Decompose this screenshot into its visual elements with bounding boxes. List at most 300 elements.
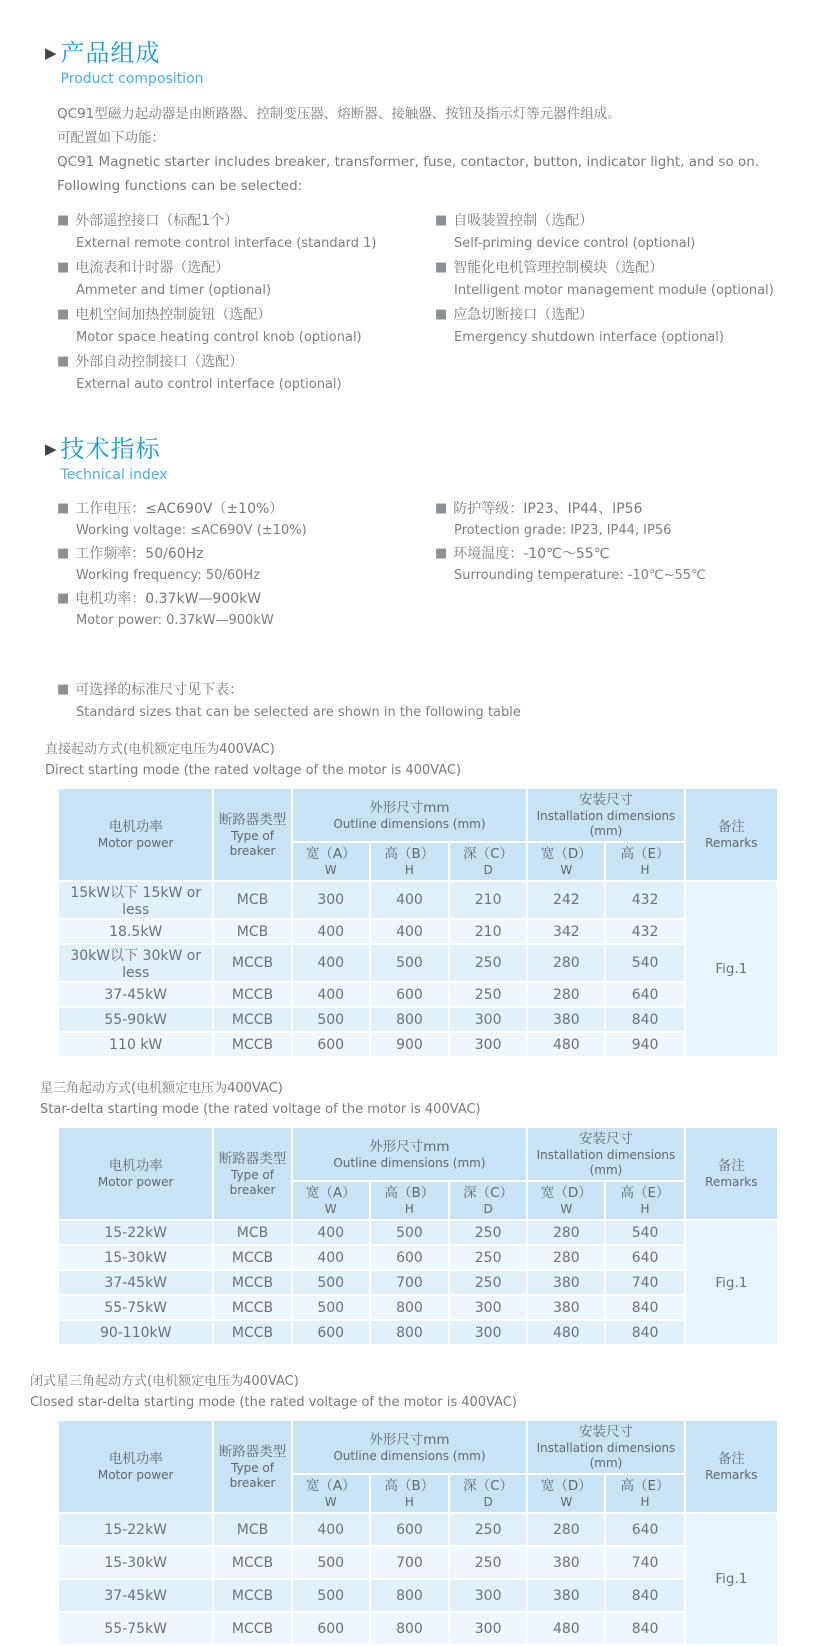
cell-height-b: 900 — [371, 1033, 448, 1056]
bullet-square-icon: ■ — [435, 260, 448, 275]
header-text-en: Installation dimensions (mm) — [536, 1441, 676, 1470]
cell-height-e: 840 — [606, 1321, 683, 1344]
header-text-en: W — [324, 1202, 337, 1216]
cell-width-a: 400 — [293, 945, 369, 981]
header-text-cn: 高（E） — [620, 1185, 670, 1201]
feature-cn-line — [57, 210, 435, 232]
header-text-cn: 高（B） — [384, 846, 435, 862]
spec-cn: 工作电压：≤AC690V（±10%） — [75, 501, 284, 517]
cell-width-d: 280 — [528, 1221, 604, 1244]
header-text-en: Type of breaker — [229, 828, 276, 858]
table-row — [59, 1246, 777, 1269]
cell-motor-power: 110 kW — [59, 1033, 212, 1056]
header-text-en: Outline dimensions (mm) — [333, 816, 486, 831]
header-text-cn: 深（C） — [463, 1478, 514, 1494]
bullet-square-icon: ■ — [435, 546, 448, 561]
header-text-cn: 安装尺寸 — [578, 1131, 633, 1147]
cell-motor-power: 55-75kW — [59, 1613, 212, 1644]
col-header-depth-c — [450, 843, 526, 880]
table-head — [59, 789, 777, 880]
cell-motor-power: 30kW以下 30kW or less — [59, 945, 212, 981]
header-text-en: D — [483, 1202, 493, 1216]
cell-width-a: 600 — [293, 1033, 369, 1056]
spec-column-right — [435, 498, 775, 633]
cell-width-d: 380 — [528, 1580, 604, 1611]
cell-depth-c: 250 — [450, 945, 526, 981]
header-text-en: W — [324, 1495, 337, 1509]
cell-width-a: 500 — [293, 1271, 369, 1294]
cell-height-e: 432 — [606, 920, 683, 943]
col-header-width-a — [293, 1182, 369, 1219]
table-body — [59, 1221, 777, 1344]
feature-cn: 外部自动控制接口（选配） — [75, 354, 244, 370]
cell-width-d: 480 — [528, 1321, 604, 1344]
header-text-en: W — [324, 863, 337, 877]
col-group-outline-dimensions — [293, 1128, 527, 1180]
cell-width-d: 242 — [528, 882, 604, 918]
feature-cn-line — [57, 351, 435, 373]
header-text-en: H — [404, 1495, 414, 1509]
feature-cn-line — [435, 304, 775, 326]
cell-breaker-type: MCB — [214, 920, 290, 943]
header-text-cn: 宽（D） — [540, 1185, 592, 1201]
header-text-cn: 断路器类型 — [218, 1443, 287, 1460]
cell-depth-c: 210 — [450, 882, 526, 918]
spec-cn: 防护等级：IP23、IP44、IP56 — [453, 501, 643, 517]
header-text-en: H — [640, 1495, 650, 1509]
cell-motor-power: 90-110kW — [59, 1321, 212, 1344]
cell-breaker-type: MCCB — [214, 1008, 290, 1031]
cell-width-a: 500 — [293, 1008, 369, 1031]
header-text-cn: 断路器类型 — [218, 1150, 287, 1167]
feature-item — [435, 210, 775, 255]
col-header-remarks — [686, 1421, 777, 1512]
col-group-installation-dimensions — [528, 1421, 683, 1473]
cell-width-a: 500 — [293, 1547, 369, 1578]
feature-en: External auto control interface (optional) — [76, 377, 342, 392]
section-title-cn: 产品组成 — [60, 39, 161, 67]
table-row — [59, 1008, 777, 1031]
cell-breaker-type: MCB — [214, 1221, 290, 1244]
cell-width-d: 380 — [528, 1271, 604, 1294]
header-text-en: Installation dimensions (mm) — [536, 809, 676, 838]
cell-depth-c: 250 — [450, 983, 526, 1006]
cell-breaker-type: MCCB — [214, 1033, 290, 1056]
header-text-en: Outline dimensions (mm) — [333, 1448, 486, 1463]
spec-item — [435, 498, 775, 541]
cell-width-d: 280 — [528, 945, 604, 981]
feature-cn: 应急切断接口（选配） — [453, 307, 594, 323]
table-row — [59, 1613, 777, 1644]
cell-height-b: 500 — [371, 1221, 448, 1244]
cell-breaker-type: MCCB — [214, 1547, 290, 1578]
feature-en: Ammeter and timer (optional) — [76, 283, 272, 298]
col-group-outline-dimensions — [293, 1421, 527, 1473]
cell-width-d: 280 — [528, 1246, 604, 1269]
spec-cn-line — [57, 543, 435, 565]
table-row — [59, 983, 777, 1006]
header-text-cn: 安装尺寸 — [578, 792, 633, 808]
bullet-square-icon: ■ — [57, 591, 70, 606]
intro-line-cn-1: QC91型磁力起动器是由断路器、控制变压器、熔断器、接触器、按钮及指示灯等元器件组成。 — [57, 106, 621, 122]
cell-remarks: Fig.1 — [686, 882, 777, 1056]
cell-width-d: 480 — [528, 1613, 604, 1644]
header-text-cn: 深（C） — [463, 846, 514, 862]
feature-item — [57, 304, 435, 349]
bullet-square-icon: ■ — [57, 260, 70, 275]
header-text-en: Remarks — [705, 1468, 758, 1482]
cell-depth-c: 300 — [450, 1321, 526, 1344]
cell-height-e: 840 — [606, 1008, 683, 1031]
caption-cn: 星三角起动方式(电机额定电压为400VAC) — [40, 1081, 283, 1096]
header-text-en: Motor power — [97, 1175, 174, 1189]
col-group-installation-dimensions — [528, 789, 683, 841]
col-group-outline-dimensions — [293, 789, 527, 841]
header-text-cn: 备注 — [717, 1158, 745, 1174]
header-text-cn: 高（B） — [384, 1478, 435, 1494]
intro-line-cn-2: 可配置如下功能： — [57, 130, 165, 146]
cell-height-b: 800 — [371, 1580, 448, 1611]
section-marker-icon: ▶ — [45, 440, 57, 458]
section-technical-titles — [61, 436, 168, 485]
spec-cn: 环境温度：-10℃～55℃ — [453, 546, 610, 562]
cell-motor-power: 15-30kW — [59, 1547, 212, 1578]
spec-list — [57, 498, 775, 633]
bullet-square-icon: ■ — [57, 682, 70, 697]
caption-cn: 闭式星三角起动方式(电机额定电压为400VAC) — [30, 1374, 299, 1389]
cell-width-a: 400 — [293, 1514, 369, 1545]
header-text-cn: 电机功率 — [108, 1451, 163, 1467]
cell-width-a: 500 — [293, 1296, 369, 1319]
feature-cn-line — [435, 210, 775, 232]
cell-motor-power: 15-22kW — [59, 1514, 212, 1545]
col-header-depth-c — [450, 1475, 526, 1512]
header-text-cn: 宽（A） — [305, 1185, 356, 1201]
cell-depth-c: 300 — [450, 1580, 526, 1611]
table-body — [59, 882, 777, 1056]
spec-cn: 电机功率：0.37kW—900kW — [75, 591, 262, 607]
cell-depth-c: 250 — [450, 1271, 526, 1294]
section-product-header — [45, 40, 775, 89]
table-row — [59, 1221, 777, 1244]
feature-column-left — [57, 210, 435, 398]
header-text-en: Motor power — [97, 1468, 174, 1482]
spec-en: Working voltage: ≤AC690V (±10%) — [76, 523, 307, 538]
cell-breaker-type: MCCB — [214, 1246, 290, 1269]
header-text-cn: 外形尺寸mm — [369, 1138, 450, 1155]
col-header-breaker-type — [214, 789, 290, 880]
header-text-cn: 宽（A） — [305, 846, 356, 862]
header-text-en: H — [404, 1202, 414, 1216]
feature-item — [57, 210, 435, 255]
feature-cn: 电流表和计时器（选配） — [75, 260, 230, 276]
bullet-square-icon: ■ — [57, 354, 70, 369]
feature-en: External remote control interface (standard 1) — [76, 236, 377, 251]
col-header-width-a — [293, 1475, 369, 1512]
cell-width-d: 342 — [528, 920, 604, 943]
table-head — [59, 1128, 777, 1219]
table-row — [59, 945, 777, 981]
cell-width-a: 400 — [293, 983, 369, 1006]
header-text-en: W — [560, 1202, 573, 1216]
spec-en: Motor power: 0.37kW—900kW — [76, 613, 274, 628]
cell-width-d: 280 — [528, 983, 604, 1006]
feature-item — [435, 304, 775, 349]
feature-en: Emergency shutdown interface (optional) — [454, 330, 724, 345]
header-text-cn: 安装尺寸 — [578, 1424, 633, 1440]
cell-width-d: 280 — [528, 1514, 604, 1545]
cell-depth-c: 300 — [450, 1033, 526, 1056]
table-row — [59, 1321, 777, 1344]
cell-width-a: 400 — [293, 1246, 369, 1269]
header-text-en: D — [483, 863, 493, 877]
cell-height-e: 840 — [606, 1580, 683, 1611]
col-header-height-e — [606, 1182, 683, 1219]
header-text-cn: 外形尺寸mm — [369, 1431, 450, 1448]
cell-breaker-type: MCCB — [214, 1613, 290, 1644]
table-direct-starting — [57, 787, 779, 1058]
cell-height-e: 840 — [606, 1613, 683, 1644]
header-text-cn: 备注 — [717, 819, 745, 835]
cell-depth-c: 300 — [450, 1008, 526, 1031]
table-row — [59, 1033, 777, 1056]
cell-height-b: 800 — [371, 1008, 448, 1031]
col-header-motor-power — [59, 1421, 212, 1512]
header-text-en: W — [560, 863, 573, 877]
cell-width-d: 380 — [528, 1547, 604, 1578]
cell-height-e: 640 — [606, 1514, 683, 1545]
col-header-height-e — [606, 1475, 683, 1512]
sizes-note-cn: 可选择的标准尺寸见下表： — [75, 682, 244, 698]
spec-item — [57, 498, 435, 541]
header-text-cn: 深（C） — [463, 1185, 514, 1201]
cell-width-a: 300 — [293, 882, 369, 918]
table-caption-direct — [45, 739, 775, 781]
cell-height-e: 640 — [606, 1246, 683, 1269]
cell-breaker-type: MCCB — [214, 1580, 290, 1611]
col-header-height-e — [606, 843, 683, 880]
cell-motor-power: 55-75kW — [59, 1296, 212, 1319]
spec-column-left — [57, 498, 435, 633]
spec-en: Protection grade: IP23, IP44, IP56 — [454, 523, 672, 538]
cell-breaker-type: MCCB — [214, 983, 290, 1006]
cell-breaker-type: MCCB — [214, 945, 290, 981]
cell-motor-power: 18.5kW — [59, 920, 212, 943]
col-header-width-d — [528, 843, 604, 880]
cell-remarks: Fig.1 — [686, 1221, 777, 1344]
col-header-depth-c — [450, 1182, 526, 1219]
cell-motor-power: 15-30kW — [59, 1246, 212, 1269]
cell-height-e: 432 — [606, 882, 683, 918]
cell-breaker-type: MCCB — [214, 1321, 290, 1344]
cell-height-b: 800 — [371, 1321, 448, 1344]
cell-width-d: 380 — [528, 1008, 604, 1031]
col-header-height-b — [371, 1182, 448, 1219]
feature-column-right — [435, 210, 775, 398]
feature-en: Motor space heating control knob (optional) — [76, 330, 362, 345]
header-text-en: D — [483, 1495, 493, 1509]
header-text-cn: 高（E） — [620, 1478, 670, 1494]
product-intro — [57, 102, 775, 198]
table-closed-star-delta-starting — [57, 1419, 779, 1646]
cell-motor-power: 37-45kW — [59, 983, 212, 1006]
section-marker-icon: ▶ — [45, 44, 57, 62]
feature-item — [57, 257, 435, 302]
header-text-en: Remarks — [705, 1175, 758, 1189]
header-text-en: Outline dimensions (mm) — [333, 1155, 486, 1170]
cell-height-b: 400 — [371, 882, 448, 918]
cell-height-b: 600 — [371, 983, 448, 1006]
intro-line-en-1: QC91 Magnetic starter includes breaker, transformer, fuse, contactor, button, indicator light, and so on. — [57, 154, 760, 170]
intro-line-en-2: Following functions can be selected: — [57, 178, 303, 194]
table-caption-star-delta — [40, 1078, 775, 1120]
header-text-en: W — [560, 1495, 573, 1509]
feature-item — [57, 351, 435, 396]
table-star-delta-starting — [57, 1126, 779, 1346]
cell-motor-power: 55-90kW — [59, 1008, 212, 1031]
table-row — [59, 1271, 777, 1294]
col-header-remarks — [686, 1128, 777, 1219]
section-title-en: Product composition — [60, 71, 204, 87]
bullet-square-icon: ■ — [57, 213, 70, 228]
header-text-cn: 宽（D） — [540, 1478, 592, 1494]
cell-depth-c: 210 — [450, 920, 526, 943]
col-header-height-b — [371, 843, 448, 880]
cell-width-a: 400 — [293, 1221, 369, 1244]
spec-en: Surrounding temperature: -10℃~55℃ — [454, 568, 706, 583]
cell-height-e: 840 — [606, 1296, 683, 1319]
spec-cn-line — [57, 588, 435, 610]
col-header-height-b — [371, 1475, 448, 1512]
col-header-remarks — [686, 789, 777, 880]
section-product-titles — [61, 40, 204, 89]
cell-height-e: 940 — [606, 1033, 683, 1056]
cell-height-b: 700 — [371, 1271, 448, 1294]
cell-motor-power: 37-45kW — [59, 1580, 212, 1611]
spec-item — [57, 588, 435, 631]
header-text-cn: 断路器类型 — [218, 811, 287, 828]
table-row — [59, 1580, 777, 1611]
cell-depth-c: 250 — [450, 1514, 526, 1545]
cell-breaker-type: MCCB — [214, 1271, 290, 1294]
spec-item — [57, 543, 435, 586]
cell-height-b: 800 — [371, 1296, 448, 1319]
feature-item — [435, 257, 775, 302]
col-header-breaker-type — [214, 1421, 290, 1512]
cell-height-b: 500 — [371, 945, 448, 981]
cell-height-b: 700 — [371, 1547, 448, 1578]
table-caption-closed-star-delta — [30, 1371, 775, 1413]
header-text-cn: 外形尺寸mm — [369, 799, 450, 816]
spec-cn-line — [435, 498, 775, 520]
col-header-width-d — [528, 1182, 604, 1219]
section-technical-header — [45, 436, 775, 485]
table-head — [59, 1421, 777, 1512]
cell-breaker-type: MCB — [214, 882, 290, 918]
caption-en: Closed star-delta starting mode (the rated voltage of the motor is 400VAC) — [30, 1395, 517, 1410]
cell-depth-c: 300 — [450, 1613, 526, 1644]
sizes-note — [57, 679, 775, 724]
header-text-en: H — [640, 1202, 650, 1216]
sizes-note-cn-line — [57, 679, 775, 701]
header-text-en: Type of breaker — [229, 1167, 276, 1197]
header-text-en: Installation dimensions (mm) — [536, 1148, 676, 1177]
feature-cn: 电机空间加热控制旋钮（选配） — [75, 307, 272, 323]
bullet-square-icon: ■ — [57, 501, 70, 516]
table-row — [59, 882, 777, 918]
header-text-cn: 电机功率 — [108, 1158, 163, 1174]
spec-cn-line — [57, 498, 435, 520]
cell-height-b: 600 — [371, 1514, 448, 1545]
cell-height-b: 600 — [371, 1246, 448, 1269]
cell-breaker-type: MCB — [214, 1514, 290, 1545]
sizes-note-en: Standard sizes that can be selected are shown in the following table — [76, 705, 521, 720]
col-header-motor-power — [59, 789, 212, 880]
caption-en: Direct starting mode (the rated voltage of the motor is 400VAC) — [45, 763, 462, 778]
header-text-en: H — [404, 863, 414, 877]
cell-width-a: 600 — [293, 1613, 369, 1644]
header-text-cn: 宽（A） — [305, 1478, 356, 1494]
cell-height-e: 640 — [606, 983, 683, 1006]
header-text-en: Motor power — [97, 836, 174, 850]
feature-list — [57, 210, 775, 398]
cell-depth-c: 250 — [450, 1547, 526, 1578]
feature-cn-line — [57, 304, 435, 326]
cell-motor-power: 15-22kW — [59, 1221, 212, 1244]
section-title-en: Technical index — [60, 467, 168, 483]
cell-depth-c: 250 — [450, 1246, 526, 1269]
cell-width-d: 480 — [528, 1033, 604, 1056]
table-row — [59, 1514, 777, 1545]
table-row — [59, 920, 777, 943]
header-text-en: H — [640, 863, 650, 877]
bullet-square-icon: ■ — [435, 501, 448, 516]
cell-width-d: 380 — [528, 1296, 604, 1319]
section-title-cn: 技术指标 — [60, 435, 161, 463]
cell-width-a: 600 — [293, 1321, 369, 1344]
col-header-breaker-type — [214, 1128, 290, 1219]
table-row — [59, 1547, 777, 1578]
cell-depth-c: 300 — [450, 1296, 526, 1319]
cell-height-e: 740 — [606, 1271, 683, 1294]
header-text-cn: 电机功率 — [108, 819, 163, 835]
col-header-width-a — [293, 843, 369, 880]
cell-height-b: 800 — [371, 1613, 448, 1644]
feature-en: Intelligent motor management module (optional) — [454, 283, 774, 298]
header-text-cn: 高（E） — [620, 846, 670, 862]
header-text-en: Type of breaker — [229, 1460, 276, 1490]
cell-height-e: 540 — [606, 945, 683, 981]
feature-cn-line — [435, 257, 775, 279]
cell-depth-c: 250 — [450, 1221, 526, 1244]
header-text-cn: 宽（D） — [540, 846, 592, 862]
col-group-installation-dimensions — [528, 1128, 683, 1180]
cell-width-a: 400 — [293, 920, 369, 943]
header-text-cn: 高（B） — [384, 1185, 435, 1201]
feature-cn: 自吸装置控制（选配） — [453, 213, 594, 229]
cell-height-e: 740 — [606, 1547, 683, 1578]
spec-item — [435, 543, 775, 586]
cell-motor-power: 37-45kW — [59, 1271, 212, 1294]
cell-remarks: Fig.1 — [686, 1514, 777, 1644]
table-body — [59, 1514, 777, 1644]
feature-cn: 外部遥控接口（标配1个） — [75, 213, 239, 229]
header-text-cn: 备注 — [717, 1451, 745, 1467]
feature-cn-line — [57, 257, 435, 279]
col-header-motor-power — [59, 1128, 212, 1219]
caption-cn: 直接起动方式(电机额定电压为400VAC) — [45, 742, 275, 757]
bullet-square-icon: ■ — [57, 307, 70, 322]
